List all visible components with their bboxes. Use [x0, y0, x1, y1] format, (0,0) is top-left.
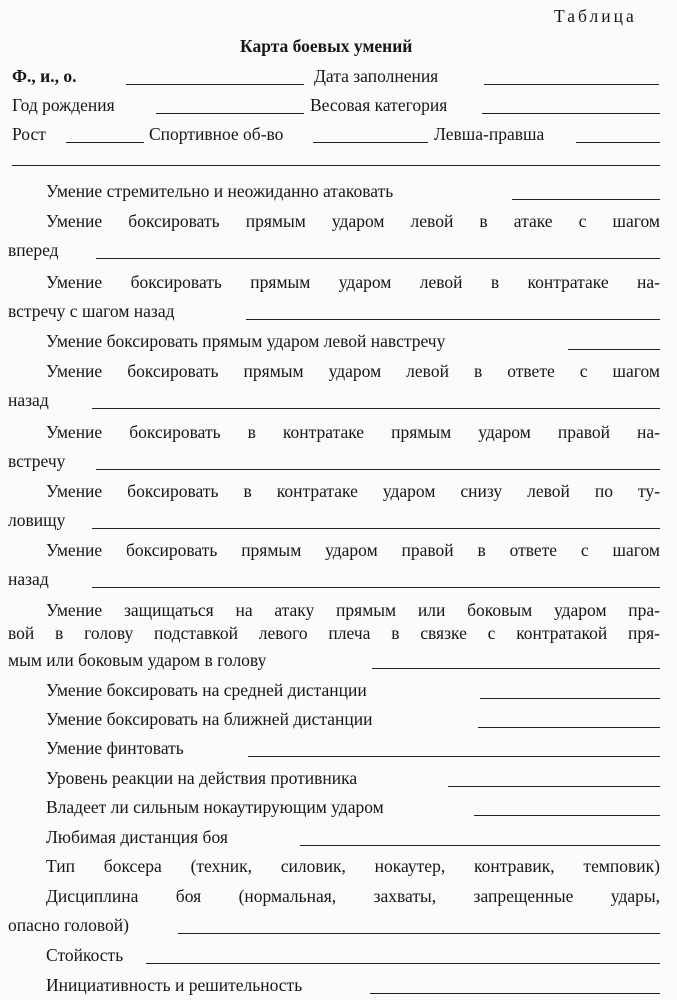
skill-12-label: Умение финтовать [46, 738, 184, 758]
skill-8-label-line1: Умение боксировать прямым ударом правой в ответе с шагом [46, 540, 660, 560]
skill-17-label-line1: Дисциплина боя (нормальная, захваты, запрещенные удары, [46, 886, 660, 906]
weight-class-field[interactable] [482, 113, 660, 114]
skill-19-field[interactable] [370, 993, 660, 994]
fio-label: Ф., и., о. [12, 66, 77, 86]
birth-year-field[interactable] [156, 113, 304, 114]
skill-17-label-line2: опасно головой) [8, 915, 129, 935]
skill-9-label-line2: вой в голову подставкой левого плеча в связке с контратакой пря- [8, 623, 660, 643]
birth-year-label: Год рождения [12, 95, 115, 115]
skill-7-field[interactable] [92, 528, 660, 529]
skill-19-label: Инициативность и решительность [46, 975, 303, 995]
skill-16-label: Тип боксера (техник, силовик, нокаутер, контравик, темповик) [46, 856, 660, 876]
sport-society-field[interactable] [313, 142, 428, 143]
skill-10-label: Умение боксировать на средней дистанции [46, 680, 367, 700]
sport-society-label: Спортивное об-во [149, 124, 284, 144]
fill-date-field[interactable] [484, 84, 659, 85]
skill-13-field[interactable] [448, 786, 660, 787]
table-label: Таблица [554, 6, 637, 26]
skill-2-label-line2: вперед [8, 240, 59, 260]
page-title: Карта боевых умений [240, 36, 413, 56]
skill-9-label-line1: Умение защищаться на атаку прямым или боковым ударом пра- [46, 600, 660, 620]
skill-6-label-line1: Умение боксировать в контратаке прямым ударом правой на- [46, 422, 660, 442]
fill-date-label: Дата заполнения [314, 66, 439, 86]
skill-10-field[interactable] [480, 698, 660, 699]
skill-5-label-line1: Умение боксировать прямым ударом левой в ответе с шагом [46, 361, 660, 381]
skill-15-field[interactable] [300, 845, 660, 846]
skill-18-field[interactable] [146, 963, 660, 964]
skill-1-label: Умение стремительно и неожиданно атаковать [46, 181, 394, 201]
skill-5-label-line2: назад [8, 390, 49, 410]
height-field[interactable] [66, 142, 144, 143]
skill-7-label-line2: ловищу [8, 510, 66, 530]
height-label: Рост [12, 124, 46, 144]
skill-4-label: Умение боксировать прямым ударом левой навстречу [46, 331, 446, 351]
skill-7-label-line1: Умение боксировать в контратаке ударом снизу левой по ту- [46, 481, 660, 501]
skill-12-field[interactable] [248, 756, 660, 757]
skill-11-field[interactable] [478, 727, 660, 728]
skill-2-label-line1: Умение боксировать прямым ударом левой в атаке с шагом [46, 211, 660, 231]
skill-15-label: Любимая дистанция боя [46, 827, 228, 847]
skill-5-field[interactable] [92, 408, 660, 409]
skill-18-label: Стойкость [46, 945, 124, 965]
weight-class-label: Весовая категория [310, 95, 448, 115]
skill-1-field[interactable] [512, 199, 660, 200]
skill-3-label-line2: встречу с шагом назад [8, 301, 175, 321]
lefty-righty-field[interactable] [576, 142, 660, 143]
skill-14-field[interactable] [474, 815, 660, 816]
skill-14-label: Владеет ли сильным нокаутирующим ударом [46, 797, 384, 817]
skill-6-label-line2: встречу [8, 451, 66, 471]
skill-9-label-line3: мым или боковым ударом в голову [8, 650, 267, 670]
skill-6-field[interactable] [96, 469, 660, 470]
skill-11-label: Умение боксировать на ближней дистанции [46, 709, 373, 729]
skill-4-field[interactable] [568, 349, 660, 350]
skill-3-field[interactable] [246, 319, 660, 320]
fio-field[interactable] [126, 84, 304, 85]
skill-3-label-line1: Умение боксировать прямым ударом левой в контратаке на- [46, 272, 660, 292]
skill-9-field[interactable] [372, 668, 660, 669]
lefty-righty-label: Левша-правша [434, 124, 545, 144]
extra-line-field[interactable] [12, 165, 660, 166]
skill-8-label-line2: назад [8, 569, 49, 589]
skill-2-field[interactable] [96, 258, 660, 259]
skill-13-label: Уровень реакции на действия противника [46, 768, 358, 788]
skill-17-field[interactable] [178, 933, 660, 934]
skill-8-field[interactable] [92, 587, 660, 588]
